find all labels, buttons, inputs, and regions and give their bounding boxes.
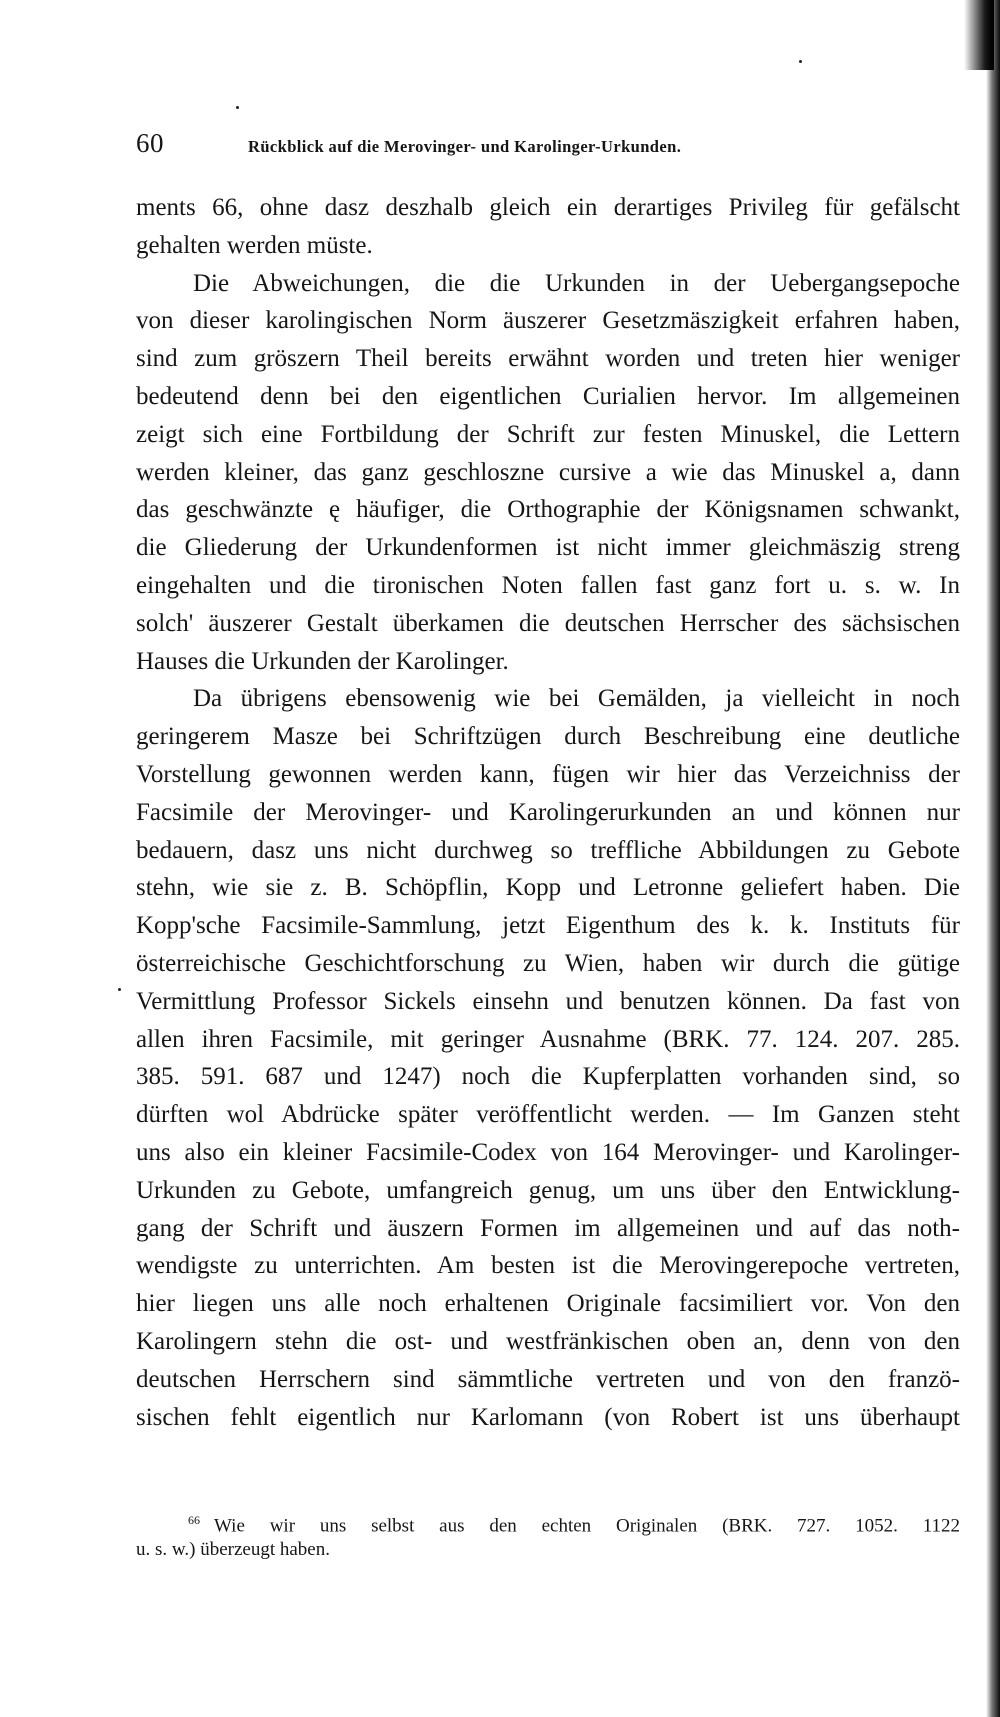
body-line: zeigt sich eine Fortbildung der Schrift zur festen Minuskel, die Lettern (136, 420, 960, 448)
running-head (136, 128, 856, 158)
page-number: 60 (136, 128, 164, 158)
body-line: uns also ein kleiner Facsimile-Codex von 164 Merovinger- und Karolinger- (136, 1138, 960, 1166)
footnote (136, 1505, 960, 1565)
body-line: stehn, wie sie z. B. Schöpflin, Kopp und Letronne geliefert haben. Die (136, 874, 960, 902)
body-line: geringerem Masze bei Schriftzügen durch Beschreibung eine deutliche (136, 723, 960, 751)
body-line: sischen fehlt eigentlich nur Karlomann (von Robert ist uns überhaupt (136, 1403, 960, 1431)
body-line: das geschwänzte ę häufiger, die Orthographie der Königsnamen schwankt, (136, 496, 960, 524)
scan-speck (799, 60, 802, 63)
body-line: österreichische Geschichtforschung zu Wien, haben wir durch die gütige (136, 949, 960, 977)
body-line: eingehalten und die tironischen Noten fallen fast ganz fort u. s. w. In (136, 571, 960, 599)
body-line: Karolingern stehn die ost- und westfränkischen oben an, denn von den (136, 1327, 960, 1355)
body-line: Facsimile der Merovinger- und Karolingerurkunden an und können nur (136, 798, 960, 826)
body-line: werden kleiner, das ganz geschloszne cursive a wie das Minuskel a, dann (136, 458, 960, 486)
scan-edge-shadow (986, 0, 1000, 1717)
footnote-marker: 66 (188, 1513, 200, 1527)
body-line: Die Abweichungen, die die Urkunden in der Uebergangsepoche (193, 269, 960, 297)
body-line: bedeutend denn bei den eigentlichen Curialien hervor. Im allgemeinen (136, 382, 960, 410)
body-line: 385. 591. 687 und 1247) noch die Kupferplatten vorhanden sind, so (136, 1063, 960, 1091)
running-head-title: Rückblick auf die Merovinger- und Karolinger-Urkunden. (248, 137, 682, 156)
body-line: die Gliederung der Urkundenformen ist nicht immer gleichmäszig streng (136, 534, 960, 562)
body-line: von dieser karolingischen Norm äuszerer Gesetzmäszigkeit erfahren haben, (136, 307, 960, 335)
body-line: Kopp'sche Facsimile-Sammlung, jetzt Eigenthum des k. k. Instituts für (136, 912, 960, 940)
body-line: sind zum gröszern Theil bereits erwähnt worden und treten hier weniger (136, 345, 960, 373)
footnote-line (136, 1505, 960, 1535)
body-line: hier liegen uns alle noch erhaltenen Originale facsimiliert vor. Von den (136, 1290, 960, 1318)
body-line: Vermittlung Professor Sickels einsehn und benutzen können. Da fast von (136, 987, 960, 1015)
body-line: deutschen Herrschern sind sämmtliche vertreten und von den franzö- (136, 1365, 960, 1393)
body-line: Urkunden zu Gebote, umfangreich genug, um uns über den Entwicklung- (136, 1176, 960, 1204)
body-line: dürften wol Abdrücke später veröffentlicht werden. — Im Ganzen steht (136, 1101, 960, 1129)
scan-speck (236, 106, 239, 109)
body-text (136, 189, 960, 1436)
body-line: Vorstellung gewonnen werden kann, fügen wir hier das Verzeichniss der (136, 760, 960, 788)
body-line: wendigste zu unterrichten. Am besten ist die Merovingerepoche vertreten, (136, 1252, 960, 1280)
body-line: gehalten werden müste. (136, 231, 373, 259)
body-line: allen ihren Facsimile, mit geringer Ausnahme (BRK. 77. 124. 207. 285. (136, 1025, 960, 1053)
body-line: bedauern, dasz uns nicht durchweg so treffliche Abbildungen zu Gebote (136, 836, 960, 864)
body-line: solch' äuszerer Gestalt überkamen die deutschen Herrscher des sächsischen (136, 609, 960, 637)
footnote-text-1: Wie wir uns selbst aus den echten Originalen (BRK. 727. 1052. 1122 (214, 1515, 960, 1537)
body-line: ments 66, ohne dasz deszhalb gleich ein derartiges Privileg für gefälscht (136, 194, 960, 221)
body-line: Hauses die Urkunden der Karolinger. (136, 647, 509, 675)
scan-speck (118, 988, 121, 991)
body-line: Da übrigens ebensowenig wie bei Gemälden, ja vielleicht in noch (193, 685, 960, 713)
body-line: gang der Schrift und äuszern Formen im allgemeinen und auf das noth- (136, 1214, 960, 1242)
footnote-line: u. s. w.) überzeugt haben. (136, 1539, 330, 1560)
scan-edge-shadow-top (964, 0, 994, 70)
